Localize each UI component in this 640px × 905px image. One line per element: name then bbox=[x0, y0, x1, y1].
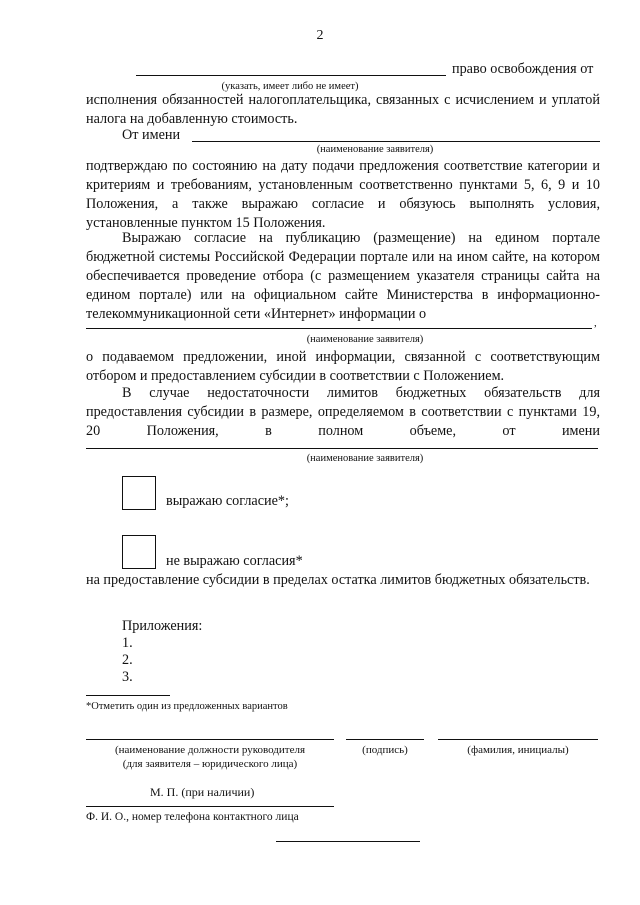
fill-line-applicant-2[interactable] bbox=[86, 328, 592, 329]
fill-line-exemption[interactable] bbox=[136, 75, 446, 76]
exemption-hint: (указать, имеет либо не имеет) bbox=[221, 81, 359, 92]
name-line[interactable] bbox=[438, 739, 598, 740]
position-line[interactable] bbox=[86, 739, 334, 740]
on-behalf-label: От имени bbox=[122, 127, 181, 143]
fill-line-applicant-1[interactable] bbox=[192, 141, 600, 142]
contact-line[interactable] bbox=[86, 806, 334, 807]
footnote: *Отметить один из предложенных вариантов bbox=[86, 701, 288, 712]
paragraph-1: исполнения обязанностей налогоплательщика, связанных с исчислением и уплатой налога на добавленную стоимость. bbox=[86, 92, 600, 127]
exemption-right-text: право освобождения от bbox=[452, 61, 594, 77]
signature-hint: (подпись) bbox=[362, 744, 408, 756]
paragraph-3-first-line: Выражаю согласие на публикацию (размещение) на едином портале bbox=[122, 230, 600, 246]
paragraph-2: подтверждаю по состоянию на дату подачи предложения соответствие категории и критериям и требованиям, установленным соответственно пунктами 5, 6, 9 и 10 Положения, а также выражаю согласие и обязуюсь выполнять условия, установленные пунктом 15 Положения. bbox=[86, 158, 600, 231]
applicant-hint-2: (наименование заявителя) bbox=[306, 334, 424, 345]
paragraph-5: предоставления субсидии в размере, определяемом в соответствии с пунктами 19, 20 Положения, в полном объеме, от имени bbox=[86, 404, 600, 439]
contact-label: Ф. И. О., номер телефона контактного лица bbox=[86, 811, 299, 823]
footnote-separator bbox=[86, 695, 170, 696]
applicant-hint-1: (наименование заявителя) bbox=[316, 144, 434, 155]
paragraph-5-first-line: В случае недостаточности лимитов бюджетных обязательств для bbox=[122, 385, 600, 401]
page-number: 2 bbox=[316, 28, 324, 43]
name-hint: (фамилия, инициалы) bbox=[467, 744, 569, 756]
disagree-checkbox[interactable] bbox=[122, 535, 156, 569]
paragraph-3: бюджетной системы Российской Федерации портале или на ином сайте, на котором обеспечивается проведение отбора (с размещением указателя страницы сайта на едином портале) или на официальном сайте Министерства в информационно-телекоммуникационной сети «Интернет» информации о bbox=[86, 249, 600, 322]
applicant-hint-3: (наименование заявителя) bbox=[306, 453, 424, 464]
comma: , bbox=[594, 317, 597, 329]
agree-label: выражаю согласие*; bbox=[166, 493, 289, 509]
attachment-item: 2. bbox=[122, 652, 133, 668]
stamp-label: М. П. (при наличии) bbox=[150, 785, 255, 799]
attachment-item: 3. bbox=[122, 669, 133, 685]
position-hint: (наименование должности руководителя bbox=[114, 744, 306, 756]
position-hint-2: (для заявителя – юридического лица) bbox=[122, 758, 298, 770]
signature-line[interactable] bbox=[346, 739, 424, 740]
paragraph-4: о подаваемом предложении, иной информации, связанной с соответствующим отбором и предоставлением субсидии в соответствии с Положением. bbox=[86, 349, 600, 384]
end-line bbox=[276, 841, 420, 842]
paragraph-6: на предоставление субсидии в пределах остатка лимитов бюджетных обязательств. bbox=[86, 572, 590, 588]
fill-line-applicant-3[interactable] bbox=[86, 448, 598, 449]
attachments-title: Приложения: bbox=[122, 618, 203, 634]
attachment-item: 1. bbox=[122, 635, 133, 651]
agree-checkbox[interactable] bbox=[122, 476, 156, 510]
disagree-label: не выражаю согласия* bbox=[166, 553, 303, 569]
